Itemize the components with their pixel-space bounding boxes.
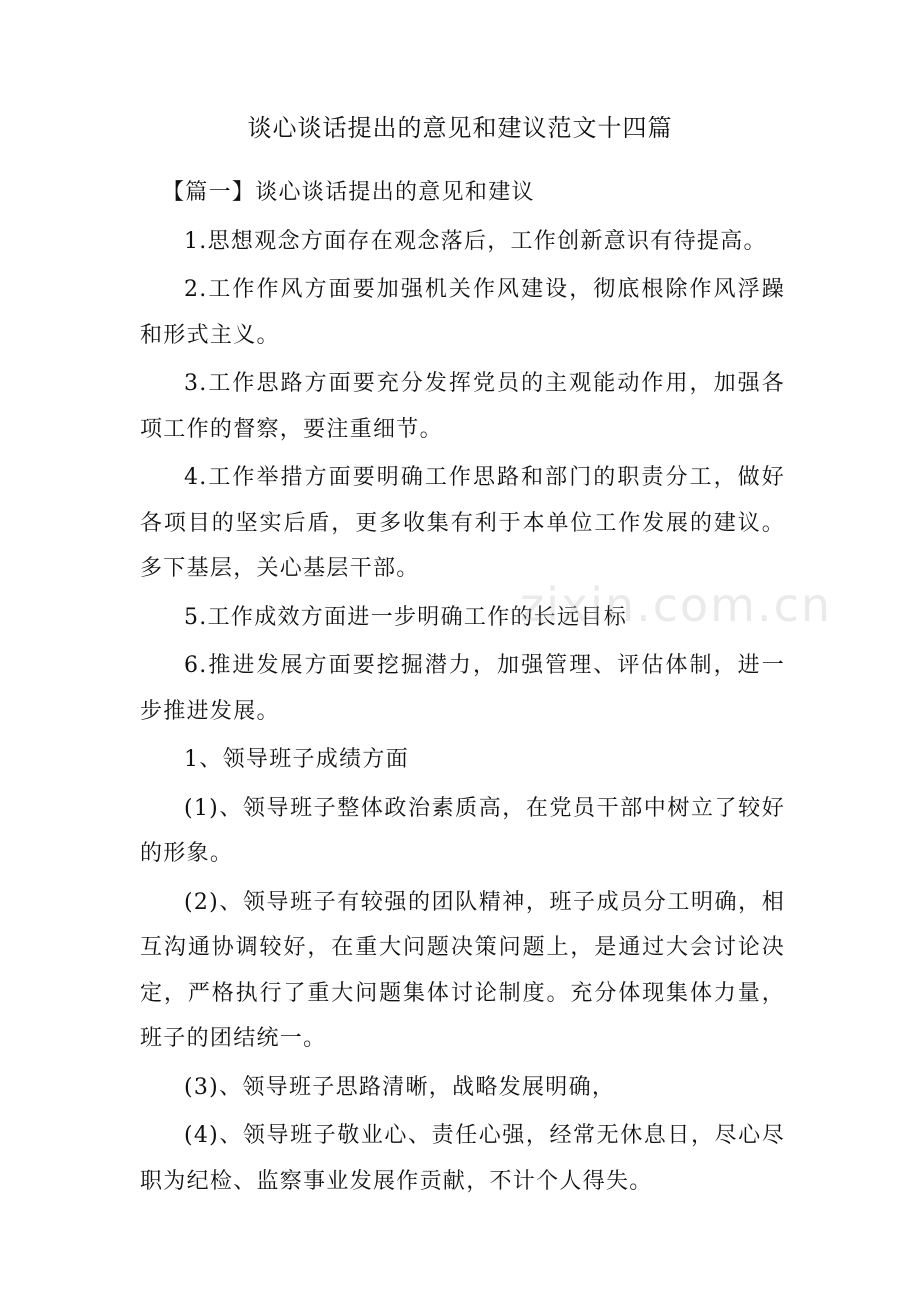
document-body xyxy=(140,170,785,1207)
paragraph: 5.工作成效方面进一步明确工作的长远目标 xyxy=(184,604,627,630)
paragraph: (2)、领导班子有较强的团队精神，班子成员分工明确，相互沟通协调较好，在重大问题决策问题上，是通过大会讨论决定，严格执行了重大问题集体讨论制度。充分体现集体力量，班子的团结统一。 xyxy=(140,889,785,1051)
paragraph: 2.工作作风方面要加强机关作风建设，彻底根除作风浮躁和形式主义。 xyxy=(140,277,785,348)
section-heading: 【篇一】谈心谈话提出的意见和建议 xyxy=(162,180,535,205)
paragraph: 1.思想观念方面存在观念落后，工作创新意识有待提高。 xyxy=(184,228,767,254)
paragraph: (3)、领导班子思路清晰，战略发展明确， xyxy=(184,1074,616,1100)
paragraph: 4.工作举措方面要明确工作思路和部门的职责分工，做好各项目的坚实后盾，更多收集有利于本单位工作发展的建议。多下基层，关心基层干部。 xyxy=(140,465,785,581)
paragraph: (1)、领导班子整体政治素质高，在党员干部中树立了较好的形象。 xyxy=(140,795,785,866)
subsection-heading: 1、领导班子成绩方面 xyxy=(184,747,409,772)
paragraph: 3.工作思路方面要充分发挥党员的主观能动作用，加强各项工作的督察，要注重细节。 xyxy=(140,371,785,442)
watermark: zixin.com.cn xyxy=(520,578,833,632)
document-title: 谈心谈话提出的意见和建议范文十四篇 xyxy=(247,114,673,142)
paragraph: (4)、领导班子敬业心、责任心强，经常无休息日，尽心尽职为纪检、监察事业发展作贡献，不计个人得失。 xyxy=(140,1123,785,1194)
paragraph: 6.推进发展方面要挖掘潜力，加强管理、评估体制，进一步推进发展。 xyxy=(140,653,785,724)
